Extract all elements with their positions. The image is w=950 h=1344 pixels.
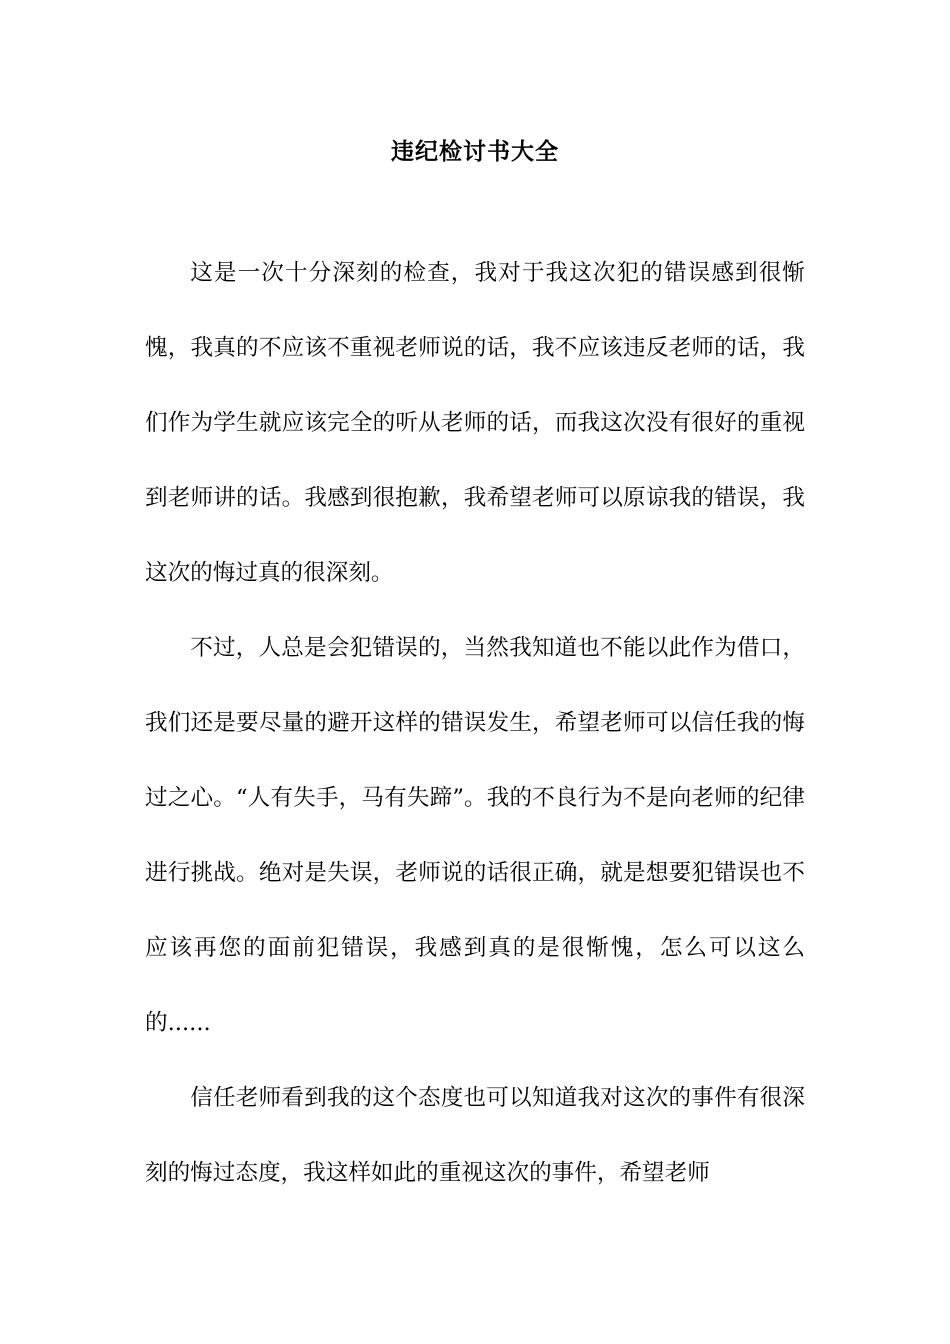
paragraph-3: 信任老师看到我的这个态度也可以知道我对这次的事件有很深刻的悔过态度，我这样如此的重视这次的事件，希望老师 <box>145 1085 805 1186</box>
paragraph-2: 不过，人总是会犯错误的，当然我知道也不能以此作为借口，我们还是要尽量的避开这样的错误发生，希望老师可以信任我的悔过之心。“人有失手，马有失蹄”。我的不良行为不是向老师的纪律进行挑战。绝对是失误，老师说的话很正确，就是想要犯错误也不应该再您的面前犯错误，我感到真的是很惭愧，怎么可以这么的...... <box>145 635 805 1036</box>
document-title: 违纪检讨书大全 <box>391 139 559 165</box>
paragraph-1: 这是一次十分深刻的检查，我对于我这次犯的错误感到很惭愧，我真的不应该不重视老师说的话，我不应该违反老师的话，我们作为学生就应该完全的听从老师的话，而我这次没有很好的重视到老师讲的话。我感到很抱歉，我希望老师可以原谅我的错误，我这次的悔过真的很深刻。 <box>145 260 805 586</box>
document-body <box>145 236 805 1211</box>
